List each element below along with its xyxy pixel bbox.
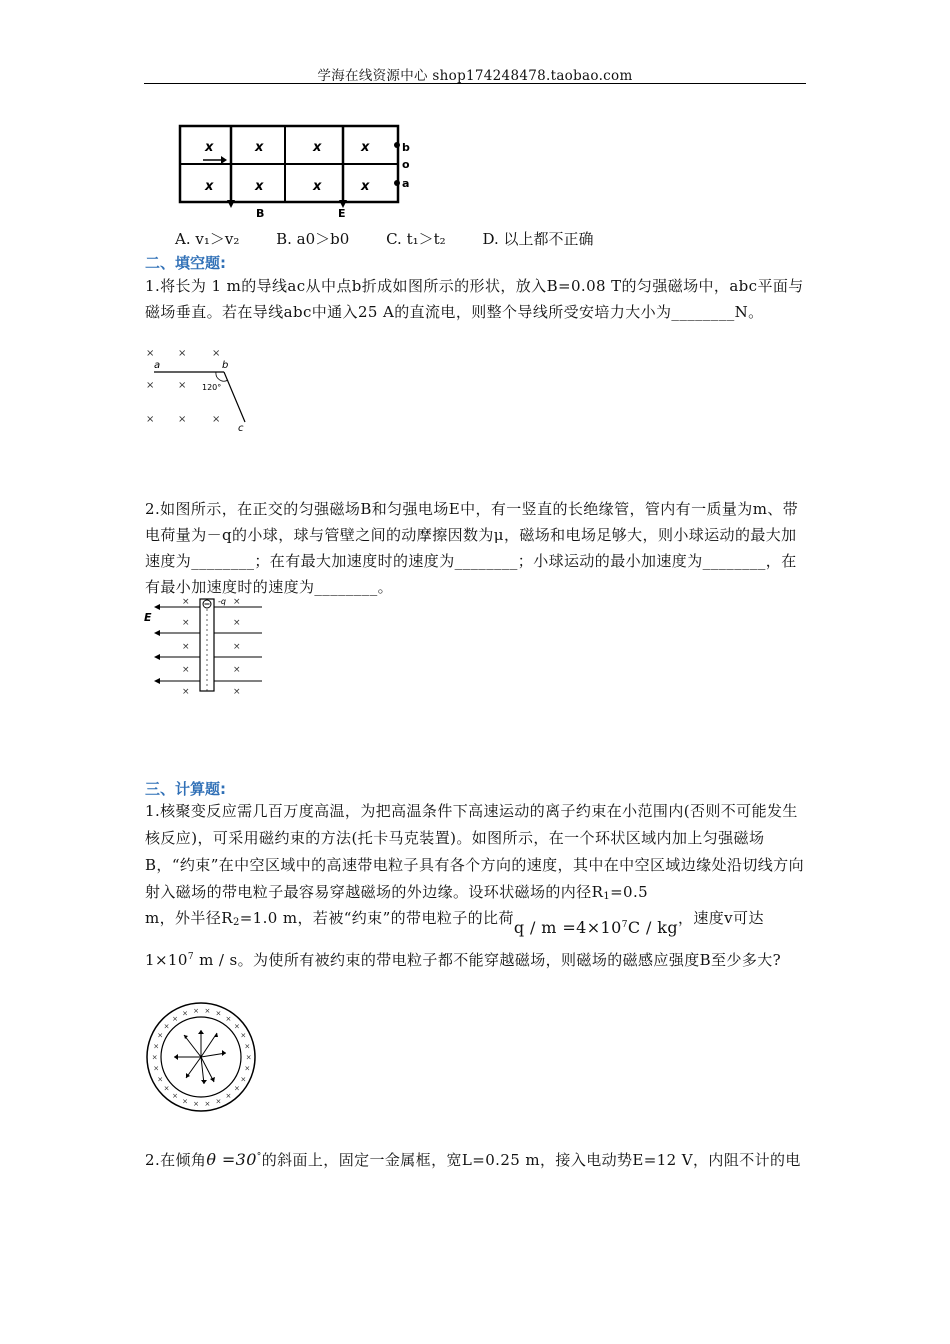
field-x-mark: × — [215, 1009, 222, 1018]
svg-text:120°: 120° — [202, 383, 222, 392]
field-x-mark: × — [204, 1006, 211, 1015]
svg-text:×: × — [182, 642, 190, 652]
field-x-mark: × — [157, 1031, 164, 1040]
field-x-mark: × — [157, 1075, 164, 1084]
field-x-mark: × — [193, 1100, 199, 1109]
field-x-mark: × — [244, 1042, 251, 1051]
question-2-1: 1.将长为 1 m的导线ac从中点b折成如图所示的形状，放入B=0.08 T的匀强磁场中，abc平面与磁场垂直。若在导线abc中通入25 A的直流电，则整个导线所受安培力大小为________N。 — [145, 277, 804, 321]
svg-text:a: a — [402, 177, 410, 190]
field-x-mark: × — [182, 1097, 188, 1106]
field-x-mark: × — [153, 1042, 160, 1051]
svg-text:b: b — [402, 141, 410, 154]
field-x-mark: × — [163, 1022, 170, 1031]
svg-text:×: × — [146, 348, 155, 359]
svg-text:×: × — [182, 618, 190, 628]
svg-text:×: × — [233, 687, 241, 695]
svg-text:×: × — [182, 687, 190, 695]
svg-text:×: × — [182, 597, 190, 607]
svg-text:×: × — [178, 414, 187, 425]
svg-text:x: x — [255, 140, 264, 155]
svg-text:×: × — [233, 642, 241, 652]
page-header: 学海在线资源中心 shop174248478.taobao.com — [317, 68, 633, 84]
field-x-mark: × — [245, 1053, 252, 1062]
svg-text:×: × — [146, 380, 155, 391]
svg-text:x: x — [205, 179, 214, 194]
svg-text:×: × — [233, 618, 241, 628]
svg-text:×: × — [233, 665, 241, 675]
figure-insulated-tube — [140, 595, 270, 695]
svg-text:x: x — [361, 140, 370, 155]
svg-text:×: × — [178, 348, 187, 359]
option-d: D. 以上都不正确 — [482, 230, 594, 248]
multiple-choice-options — [175, 228, 625, 249]
question-2-2: 2.如图所示，在正交的匀强磁场B和匀强电场E中，有一竖直的长绝缘管，管内有一质量为m、带电荷量为－q的小球，球与管壁之间的动摩擦因数为μ，磁场和电场足够大，则小球运动的最大加速度为________；在有最大加速度时的速度为________；小球运动的最小加速度为________，在有最小加速度时的速度为________。 — [145, 500, 799, 596]
field-x-mark: × — [172, 1014, 178, 1023]
question-3-1-line6: $1\times 10^7$ m / s。为使所有被约束的带电粒子都不能穿越磁场，则磁场的磁感应强度B至少多大? — [145, 951, 782, 969]
figure-magnetic-grid — [175, 120, 415, 225]
option-b: B. a0＞b0 — [276, 230, 350, 248]
svg-text:x: x — [255, 179, 264, 194]
field-x-mark: × — [244, 1064, 251, 1073]
option-c: C. t₁＞t₂ — [386, 230, 446, 248]
field-x-mark: × — [215, 1097, 222, 1106]
field-x-mark: × — [240, 1031, 247, 1040]
svg-text:×: × — [178, 380, 187, 391]
field-x-mark: × — [182, 1009, 188, 1018]
svg-text:x: x — [313, 140, 322, 155]
svg-text:×: × — [212, 414, 221, 425]
svg-text:x: x — [205, 140, 214, 155]
figure-tokamak-ring — [144, 1000, 259, 1115]
field-x-mark: × — [234, 1084, 240, 1093]
svg-text:E: E — [144, 611, 152, 624]
svg-text:×: × — [233, 597, 241, 607]
section-title-fill-blank: 二、填空题: — [145, 254, 226, 272]
svg-text:a: a — [154, 360, 161, 371]
svg-text:b: b — [222, 360, 229, 371]
svg-text:-q: -q — [218, 597, 226, 606]
field-x-mark: × — [151, 1053, 158, 1062]
svg-text:c: c — [238, 423, 244, 434]
field-x-mark: × — [234, 1022, 240, 1031]
question-3-1: 1.核聚变反应需几百万度高温，为把高温条件下高速运动的离子约束在小范围内(否则不可能发生核反应)，可采用磁约束的方法(托卡马克装置)。如图所示，在一个环状区域内加上匀强磁场B，“约束”在中空区域中的高速带电粒子具有各个方向的速度，其中在中空区域边缘处沿切线方向射入磁场的带电粒子最容易穿越磁场的外边缘。设环状磁场的内径$R_1=0.5$ — [145, 802, 804, 902]
field-x-mark: × — [204, 1100, 211, 1109]
svg-text:B: B — [256, 207, 265, 220]
svg-text:×: × — [182, 665, 190, 675]
header-divider — [144, 83, 806, 84]
field-x-mark: × — [163, 1084, 170, 1093]
field-x-mark: × — [153, 1064, 160, 1073]
section-title-calculation: 三、计算题: — [145, 780, 226, 798]
figure-bent-wire — [140, 342, 260, 434]
svg-text:×: × — [212, 348, 221, 359]
field-x-mark: × — [225, 1092, 232, 1101]
svg-text:×: × — [146, 414, 155, 425]
question-3-2: 2.在倾角θ =30°的斜面上，固定一金属框，宽L=0.25 m，接入电动势E=12 V，内阻不计的电 — [145, 1150, 801, 1169]
question-3-1-line5: m，外半径$R_2=1.0$ m，若被“约束”的带电粒子的比荷$q / m =4\times 10^7C$ / kg，速度v可达 — [145, 909, 764, 937]
field-x-mark: × — [172, 1092, 178, 1101]
svg-text:x: x — [361, 179, 370, 194]
field-x-mark: × — [193, 1006, 199, 1015]
svg-text:x: x — [313, 179, 322, 194]
svg-text:E: E — [338, 207, 346, 220]
svg-text:o: o — [402, 158, 410, 171]
option-a: A. v₁＞v₂ — [175, 230, 240, 248]
field-x-mark: × — [225, 1014, 232, 1023]
field-x-mark: × — [240, 1075, 247, 1084]
